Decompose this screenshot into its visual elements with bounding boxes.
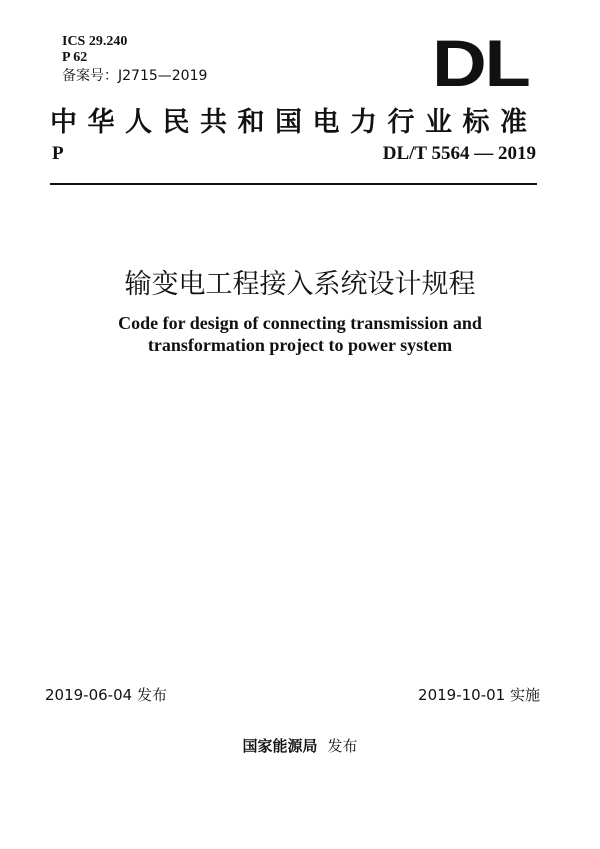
filing-number: 备案号：J2715—2019	[62, 68, 208, 84]
divider-line	[50, 183, 537, 185]
effective-date: 2019-10-01 实施	[418, 686, 540, 704]
classification-code: P 62	[62, 50, 88, 65]
publish-date: 2019-06-04 发布	[45, 686, 167, 704]
issuer-name: 国家能源局	[242, 737, 318, 755]
ics-code: ICS 29.240	[62, 34, 128, 49]
title-english-line-1: Code for design of connecting transmission and	[118, 313, 482, 333]
standard-number: DL/T 5564 — 2019	[382, 143, 536, 164]
title-chinese: 输变电工程接入系统设计规程	[124, 269, 476, 300]
title-english-line-2: transformation project to power system	[147, 335, 453, 355]
category-code: P	[52, 143, 64, 164]
dl-logo: DL	[432, 26, 529, 100]
title-english	[0, 312, 600, 356]
issuer-suffix: 发布	[327, 737, 358, 755]
industry-standard-heading: 中华人民共和国电力行业标准	[50, 107, 538, 138]
issuer	[0, 735, 600, 756]
